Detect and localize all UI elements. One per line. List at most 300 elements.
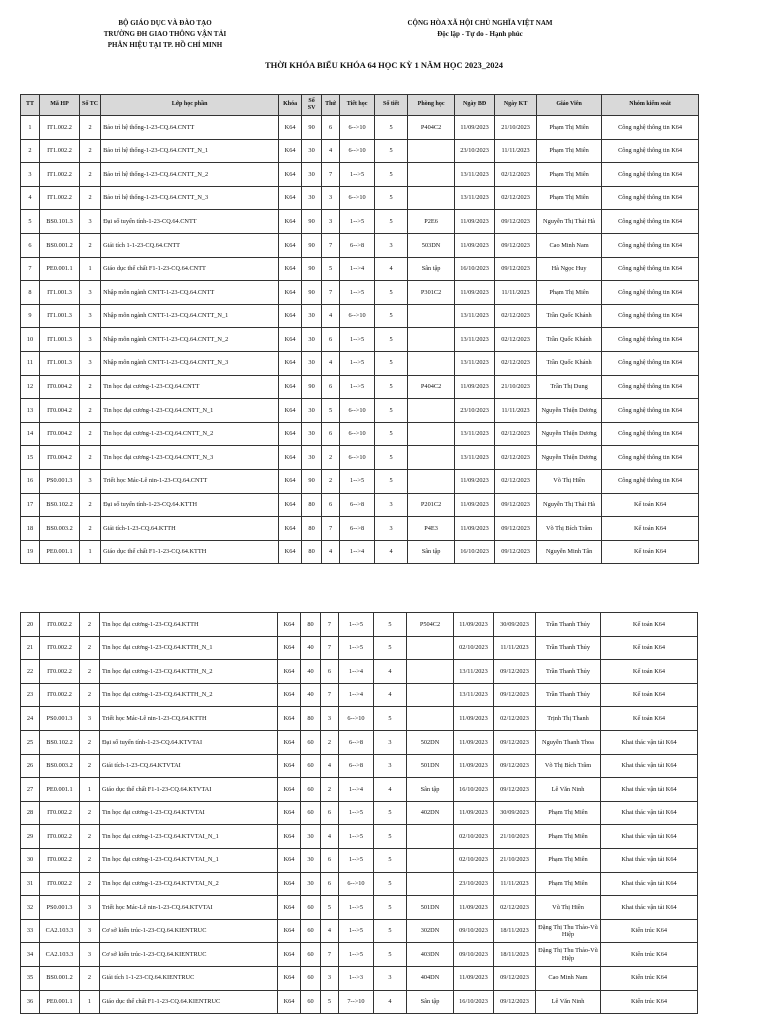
- table-cell: 6-->10: [340, 399, 375, 423]
- table-cell: K64: [278, 707, 301, 731]
- table-cell: 2: [80, 801, 100, 825]
- table-cell: 4: [21, 186, 40, 210]
- table-cell: 09/12/2023: [495, 257, 537, 281]
- table-cell: 2: [80, 186, 101, 210]
- table-cell: 11/09/2023: [455, 469, 495, 493]
- table-cell: IT0.004.2: [40, 446, 80, 470]
- table-cell: K64: [278, 919, 301, 943]
- table-cell: BS0.003.2: [40, 517, 80, 541]
- table-cell: 6: [321, 801, 339, 825]
- table-cell: 30: [301, 872, 321, 896]
- table-cell: 02/10/2023: [454, 848, 494, 872]
- table-cell: Giáo dục thể chất F1-1-23-CQ.64.KTVTAI: [100, 778, 278, 802]
- table-cell: 11/11/2023: [494, 872, 536, 896]
- column-header: TT: [21, 95, 40, 116]
- table-cell: [408, 163, 455, 187]
- table-cell: K64: [279, 116, 302, 140]
- table-cell: Công nghệ thông tin K64: [602, 163, 699, 187]
- table-cell: Kế toán K64: [601, 707, 698, 731]
- table-cell: 5: [375, 210, 408, 234]
- column-header: Số TC: [80, 95, 101, 116]
- table-cell: 12: [21, 375, 40, 399]
- table-cell: 11/09/2023: [455, 281, 495, 305]
- table-cell: Kế toán K64: [602, 517, 699, 541]
- table-row: [21, 872, 698, 896]
- table-cell: K64: [279, 375, 302, 399]
- table-cell: 90: [302, 210, 322, 234]
- table-row: [21, 257, 699, 281]
- table-cell: Triết học Mác-Lê nin-1-23-CQ.64.KTVTAI: [100, 896, 278, 920]
- table-cell: 2: [80, 754, 100, 778]
- table-cell: Trịnh Thị Thanh: [536, 707, 601, 731]
- table-cell: Khai thác vận tải K64: [601, 754, 698, 778]
- table-cell: Công nghệ thông tin K64: [602, 469, 699, 493]
- table-cell: 2: [80, 116, 101, 140]
- table-cell: Kế toán K64: [601, 613, 698, 637]
- table-cell: 30: [302, 446, 322, 470]
- table-row: [21, 754, 698, 778]
- table-cell: 5: [375, 399, 408, 423]
- table-cell: IT1.002.2: [40, 163, 80, 187]
- table-row: [21, 896, 698, 920]
- table-cell: 6: [322, 422, 340, 446]
- table-cell: Triết học Mác-Lê nin-1-23-CQ.64.CNTT: [101, 469, 279, 493]
- table-cell: Giáo dục thể chất F1-1-23-CQ.64.CNTT: [101, 257, 279, 281]
- table-cell: Bảo trì hệ thống-1-23-CQ.64.CNTT_N_3: [101, 186, 279, 210]
- table-cell: P404C2: [408, 116, 455, 140]
- table-cell: 80: [301, 707, 321, 731]
- table-cell: Nguyễn Thiện Dương: [537, 446, 602, 470]
- table-cell: 30: [302, 328, 322, 352]
- table-cell: 3: [322, 186, 340, 210]
- table-cell: 5: [375, 116, 408, 140]
- table-cell: 02/12/2023: [495, 351, 537, 375]
- table-cell: Hà Ngọc Huy: [537, 257, 602, 281]
- table-row: [21, 493, 699, 517]
- table-cell: 7: [322, 517, 340, 541]
- table-cell: Kiến trúc K64: [601, 966, 698, 990]
- table-cell: Phạm Thị Miên: [537, 186, 602, 210]
- table-cell: 60: [301, 896, 321, 920]
- table-cell: 1-->5: [339, 636, 374, 660]
- table-cell: Trần Thanh Thủy: [536, 660, 601, 684]
- table-cell: 5: [375, 281, 408, 305]
- table-cell: 4: [322, 139, 340, 163]
- table-cell: 4: [322, 304, 340, 328]
- table-cell: 18: [21, 517, 40, 541]
- campus-name: PHÂN HIỆU TẠI TP. HỒ CHÍ MINH: [107, 41, 223, 49]
- table-cell: Triết học Mác-Lê nin-1-23-CQ.64.KTTH: [100, 707, 278, 731]
- table-cell: 25: [21, 730, 40, 754]
- table-cell: 27: [21, 778, 40, 802]
- table-cell: Tin học đại cương-1-23-CQ.64.KTTH: [100, 613, 278, 637]
- table-cell: 02/10/2023: [454, 825, 494, 849]
- table-cell: 26: [21, 754, 40, 778]
- column-header: Tiết học: [340, 95, 375, 116]
- table-cell: 6-->8: [339, 730, 374, 754]
- table-row: [21, 116, 699, 140]
- table-cell: Khai thác vận tải K64: [601, 848, 698, 872]
- table-cell: 90: [302, 116, 322, 140]
- table-cell: 21/10/2023: [495, 375, 537, 399]
- table-cell: Công nghệ thông tin K64: [602, 257, 699, 281]
- table-cell: 2: [80, 636, 100, 660]
- table-cell: 02/12/2023: [495, 446, 537, 470]
- table-cell: Tin học đại cương-1-23-CQ.64.KTVTAI_N_1: [100, 848, 278, 872]
- table-cell: 1-->3: [339, 966, 374, 990]
- table-cell: 2: [80, 848, 100, 872]
- table-cell: 2: [80, 613, 100, 637]
- table-cell: 2: [80, 446, 101, 470]
- table-cell: K64: [278, 636, 301, 660]
- table-cell: CA2.103.3: [40, 943, 80, 967]
- table-cell: 11/09/2023: [455, 116, 495, 140]
- table-cell: 302DN: [407, 919, 454, 943]
- table-cell: 1-->4: [340, 257, 375, 281]
- table-cell: CA2.103.3: [40, 919, 80, 943]
- table-cell: 30: [301, 848, 321, 872]
- table-cell: [407, 636, 454, 660]
- table-cell: Cơ sở kiến trúc-1-23-CQ.64.KIENTRUC: [100, 919, 278, 943]
- table-cell: K64: [278, 943, 301, 967]
- table-row: [21, 778, 698, 802]
- table-cell: Trần Quốc Khánh: [537, 351, 602, 375]
- table-cell: 6: [322, 116, 340, 140]
- table-cell: 1-->4: [339, 683, 374, 707]
- table-cell: 80: [302, 517, 322, 541]
- table-cell: 09/12/2023: [495, 540, 537, 564]
- table-cell: IT0.004.2: [40, 399, 80, 423]
- table-row: [21, 469, 699, 493]
- table-cell: 3: [80, 210, 101, 234]
- table-row: [21, 613, 698, 637]
- table-cell: PS0.001.3: [40, 707, 80, 731]
- table-cell: 5: [322, 257, 340, 281]
- table-cell: 2: [80, 660, 100, 684]
- table-row: [21, 636, 698, 660]
- table-cell: 5: [321, 896, 339, 920]
- table-cell: 15: [21, 446, 40, 470]
- table-cell: 11/09/2023: [454, 730, 494, 754]
- table-cell: [407, 872, 454, 896]
- timetable-page-1: [20, 94, 699, 564]
- table-cell: Nguyễn Thiện Dương: [537, 422, 602, 446]
- table-cell: K64: [278, 660, 301, 684]
- table-cell: 36: [21, 990, 40, 1014]
- table-cell: 3: [375, 517, 408, 541]
- table-cell: 2: [80, 966, 100, 990]
- table-cell: 24: [21, 707, 40, 731]
- table-cell: K64: [278, 730, 301, 754]
- table-cell: [408, 422, 455, 446]
- column-header: Khóa: [279, 95, 302, 116]
- table-cell: 30: [302, 186, 322, 210]
- table-cell: 6: [322, 375, 340, 399]
- table-cell: Võ Thị Bích Trâm: [537, 517, 602, 541]
- table-cell: 4: [321, 919, 339, 943]
- table-cell: Trần Quốc Khánh: [537, 328, 602, 352]
- column-header: Mã HP: [40, 95, 80, 116]
- table-cell: Tin học đại cương-1-23-CQ.64.CNTT_N_2: [101, 422, 279, 446]
- table-cell: Lê Văn Ninh: [536, 990, 601, 1014]
- column-header: Phòng học: [408, 95, 455, 116]
- table-cell: IT0.004.2: [40, 375, 80, 399]
- document-title: THỜI KHÓA BIỂU KHÓA 64 HỌC KỲ 1 NĂM HỌC 2023_2024: [264, 60, 504, 70]
- table-cell: 90: [302, 233, 322, 257]
- table-cell: 09/10/2023: [454, 919, 494, 943]
- table-cell: 60: [301, 943, 321, 967]
- table-cell: 3: [374, 966, 407, 990]
- table-cell: 3: [80, 304, 101, 328]
- table-cell: 13/11/2023: [454, 683, 494, 707]
- table-row: [21, 163, 699, 187]
- table-cell: Trần Quốc Khánh: [537, 304, 602, 328]
- table-cell: 60: [301, 730, 321, 754]
- table-cell: 23/10/2023: [454, 872, 494, 896]
- table-cell: K64: [279, 540, 302, 564]
- table-cell: Bảo trì hệ thống-1-23-CQ.64.CNTT_N_2: [101, 163, 279, 187]
- table-cell: 1-->5: [340, 469, 375, 493]
- table-cell: Tin học đại cương-1-23-CQ.64.KTTH_N_2: [100, 660, 278, 684]
- table-cell: P504C2: [407, 613, 454, 637]
- table-cell: Công nghệ thông tin K64: [602, 210, 699, 234]
- table-cell: 1-->4: [339, 778, 374, 802]
- table-cell: Phạm Thị Miên: [537, 139, 602, 163]
- table-row: [21, 683, 698, 707]
- table-cell: 3: [321, 966, 339, 990]
- table-cell: K64: [279, 304, 302, 328]
- table-cell: P404C2: [408, 375, 455, 399]
- table-cell: 2: [321, 730, 339, 754]
- table-cell: Đặng Thị Thu Thảo-Vũ Hiệp: [536, 943, 601, 967]
- table-cell: IT0.002.2: [40, 825, 80, 849]
- national-title: CỘNG HÒA XÃ HỘI CHỦ NGHĨA VIỆT NAM: [407, 19, 553, 27]
- table-cell: K64: [278, 754, 301, 778]
- table-cell: 2: [80, 233, 101, 257]
- table-cell: 1-->5: [339, 848, 374, 872]
- table-cell: 11/09/2023: [454, 896, 494, 920]
- table-cell: 13/11/2023: [455, 446, 495, 470]
- table-cell: Công nghệ thông tin K64: [602, 186, 699, 210]
- table-cell: 4: [374, 990, 407, 1014]
- table-cell: Nhập môn ngành CNTT-1-23-CQ.64.CNTT_N_3: [101, 351, 279, 375]
- table-cell: 6-->10: [340, 139, 375, 163]
- table-cell: 30: [302, 399, 322, 423]
- table-cell: 7: [322, 163, 340, 187]
- table-cell: Nhập môn ngành CNTT-1-23-CQ.64.CNTT_N_1: [101, 304, 279, 328]
- table-cell: 11/09/2023: [455, 210, 495, 234]
- table-cell: Đại số tuyến tính-1-23-CQ.64.KTTH: [101, 493, 279, 517]
- table-cell: 18/11/2023: [494, 943, 536, 967]
- table-cell: 3: [80, 943, 100, 967]
- table-cell: 30/09/2023: [494, 613, 536, 637]
- table-row: [21, 801, 698, 825]
- table-cell: P2E6: [408, 210, 455, 234]
- table-cell: 11/09/2023: [454, 801, 494, 825]
- column-header: Ngày BĐ: [455, 95, 495, 116]
- table-cell: 11/11/2023: [494, 636, 536, 660]
- table-row: [21, 848, 698, 872]
- table-cell: Kế toán K64: [602, 493, 699, 517]
- table-cell: 5: [375, 469, 408, 493]
- table-cell: 7: [321, 613, 339, 637]
- table-cell: 5: [375, 351, 408, 375]
- table-cell: 11/11/2023: [495, 399, 537, 423]
- table-cell: Khai thác vận tải K64: [601, 730, 698, 754]
- table-cell: Khai thác vận tải K64: [601, 872, 698, 896]
- table-row: [21, 943, 698, 967]
- table-cell: Công nghệ thông tin K64: [602, 399, 699, 423]
- table-cell: 9: [21, 304, 40, 328]
- table-cell: Bảo trì hệ thống-1-23-CQ.64.CNTT_N_1: [101, 139, 279, 163]
- table-cell: IT0.004.2: [40, 422, 80, 446]
- table-cell: Kế toán K64: [602, 540, 699, 564]
- table-cell: 1-->5: [340, 375, 375, 399]
- table-cell: Sân tập: [407, 778, 454, 802]
- table-cell: 09/12/2023: [495, 493, 537, 517]
- table-cell: Tin học đại cương-1-23-CQ.64.KTVTAI: [100, 801, 278, 825]
- table-cell: PE0.001.1: [40, 540, 80, 564]
- table-row: [21, 446, 699, 470]
- table-cell: 5: [374, 943, 407, 967]
- table-cell: K64: [278, 778, 301, 802]
- table-cell: 21/10/2023: [494, 825, 536, 849]
- table-cell: Tin học đại cương-1-23-CQ.64.CNTT: [101, 375, 279, 399]
- table-row: [21, 233, 699, 257]
- table-cell: BS0.102.2: [40, 493, 80, 517]
- table-cell: IT1.002.2: [40, 186, 80, 210]
- table-cell: 30: [302, 351, 322, 375]
- table-cell: 7: [321, 636, 339, 660]
- table-cell: 6-->10: [340, 422, 375, 446]
- table-cell: 502DN: [407, 730, 454, 754]
- table-cell: Giải tích-1-23-CQ.64.KTVTAI: [100, 754, 278, 778]
- table-cell: K64: [279, 446, 302, 470]
- table-cell: Tin học đại cương-1-23-CQ.64.KTTH_N_1: [100, 636, 278, 660]
- table-cell: 1-->5: [339, 943, 374, 967]
- table-cell: 5: [374, 613, 407, 637]
- table-cell: 5: [374, 872, 407, 896]
- table-cell: Công nghệ thông tin K64: [602, 233, 699, 257]
- table-cell: 13/11/2023: [455, 328, 495, 352]
- table-cell: P301C2: [408, 281, 455, 305]
- table-cell: K64: [278, 966, 301, 990]
- table-cell: 14: [21, 422, 40, 446]
- table-cell: 4: [322, 351, 340, 375]
- table-cell: 1: [80, 778, 100, 802]
- table-cell: 2: [80, 375, 101, 399]
- table-cell: 02/12/2023: [495, 163, 537, 187]
- table-cell: 33: [21, 919, 40, 943]
- table-cell: 09/12/2023: [494, 990, 536, 1014]
- table-cell: Kế toán K64: [601, 636, 698, 660]
- table-cell: 11: [21, 351, 40, 375]
- table-cell: 16/10/2023: [454, 778, 494, 802]
- table-cell: 2: [80, 683, 100, 707]
- table-cell: P4E3: [408, 517, 455, 541]
- table-cell: 11/09/2023: [455, 517, 495, 541]
- table-cell: Phạm Thị Miên: [536, 825, 601, 849]
- table-cell: Khai thác vận tải K64: [601, 801, 698, 825]
- table-cell: 09/12/2023: [494, 754, 536, 778]
- table-cell: 2: [80, 493, 101, 517]
- table-cell: 60: [301, 966, 321, 990]
- table-cell: K64: [279, 351, 302, 375]
- table-cell: 02/12/2023: [495, 422, 537, 446]
- table-cell: 80: [301, 613, 321, 637]
- table-cell: 16/10/2023: [454, 990, 494, 1014]
- table-cell: [407, 707, 454, 731]
- table-cell: K64: [279, 469, 302, 493]
- table-cell: 1-->5: [340, 163, 375, 187]
- table-cell: 13/11/2023: [455, 186, 495, 210]
- table-cell: [408, 399, 455, 423]
- table-cell: 90: [302, 257, 322, 281]
- table-cell: K64: [279, 328, 302, 352]
- table-cell: 5: [375, 446, 408, 470]
- table-cell: 09/12/2023: [494, 966, 536, 990]
- table-cell: 5: [375, 139, 408, 163]
- table-cell: K64: [279, 257, 302, 281]
- table-cell: 501DN: [407, 896, 454, 920]
- table-cell: 5: [21, 210, 40, 234]
- table-cell: 1: [80, 257, 101, 281]
- table-cell: Giải tích 1-1-23-CQ.64.CNTT: [101, 233, 279, 257]
- table-cell: Công nghệ thông tin K64: [602, 139, 699, 163]
- table-cell: 6: [322, 493, 340, 517]
- table-cell: 29: [21, 825, 40, 849]
- table-cell: IT1.001.3: [40, 304, 80, 328]
- table-cell: 7: [321, 683, 339, 707]
- table-cell: 30: [21, 848, 40, 872]
- table-cell: Công nghệ thông tin K64: [602, 422, 699, 446]
- table-cell: 503DN: [408, 233, 455, 257]
- table-cell: 6: [321, 872, 339, 896]
- table-cell: 3: [375, 493, 408, 517]
- table-cell: 02/12/2023: [495, 469, 537, 493]
- table-cell: 09/12/2023: [494, 683, 536, 707]
- table-cell: 3: [80, 707, 100, 731]
- table-cell: Tin học đại cương-1-23-CQ.64.KTVTAI_N_1: [100, 825, 278, 849]
- table-header-row: [21, 95, 699, 116]
- table-cell: K64: [279, 139, 302, 163]
- table-cell: IT0.002.2: [40, 660, 80, 684]
- table-cell: Tin học đại cương-1-23-CQ.64.CNTT_N_1: [101, 399, 279, 423]
- table-cell: 4: [321, 825, 339, 849]
- table-cell: 60: [301, 990, 321, 1014]
- table-row: [21, 707, 698, 731]
- table-row: [21, 540, 699, 564]
- table-cell: 5: [375, 186, 408, 210]
- table-cell: 30: [302, 163, 322, 187]
- table-cell: Cao Minh Nam: [537, 233, 602, 257]
- table-cell: Cao Minh Nam: [536, 966, 601, 990]
- table-cell: Nguyễn Thiện Dương: [537, 399, 602, 423]
- table-cell: 1-->5: [339, 801, 374, 825]
- table-cell: 2: [80, 825, 100, 849]
- table-cell: 1-->5: [340, 351, 375, 375]
- table-cell: Sân tập: [408, 257, 455, 281]
- table-cell: BS0.102.2: [40, 730, 80, 754]
- table-cell: 4: [321, 754, 339, 778]
- table-cell: 2: [80, 139, 101, 163]
- table-cell: Nguyễn Thị Thái Hà: [537, 210, 602, 234]
- table-cell: 11/09/2023: [454, 754, 494, 778]
- table-cell: 80: [302, 493, 322, 517]
- table-cell: IT1.001.3: [40, 281, 80, 305]
- table-cell: 6-->8: [339, 754, 374, 778]
- table-cell: 11/09/2023: [454, 966, 494, 990]
